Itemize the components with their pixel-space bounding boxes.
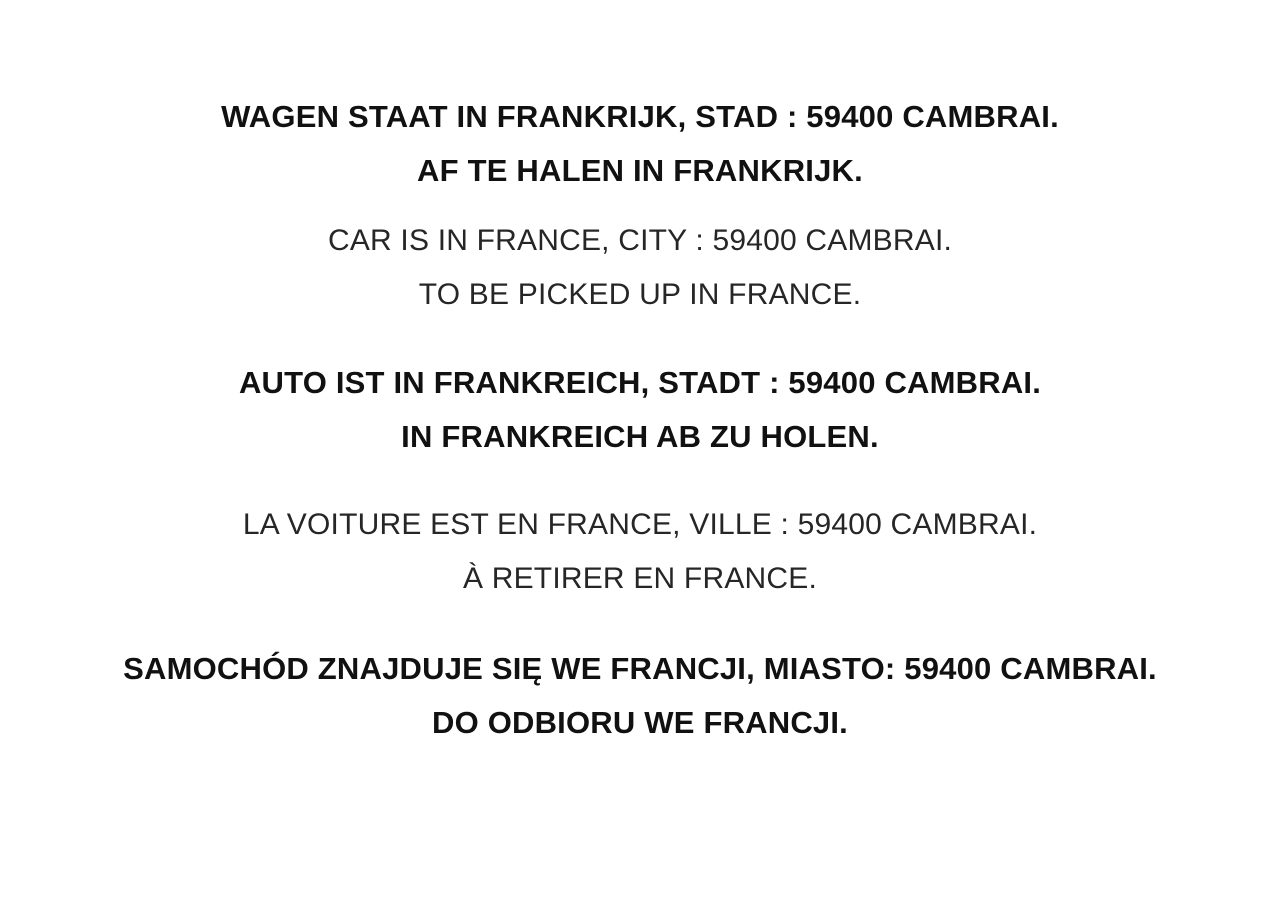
notice-block-german (60, 356, 1220, 464)
notice-line: CAR IS IN FRANCE, CITY : 59400 CAMBRAI. (327, 224, 953, 257)
notice-line: AUTO IST IN FRANKREICH, STADT : 59400 CAMBRAI. (238, 365, 1042, 400)
notice-line: IN FRANKREICH AB ZU HOLEN. (401, 419, 879, 454)
notice-line: SAMOCHÓD ZNAJDUJE SIĘ WE FRANCJI, MIASTO: 59400 CAMBRAI. (123, 651, 1157, 686)
notice-line: WAGEN STAAT IN FRANKRIJK, STAD : 59400 CAMBRAI. (221, 99, 1059, 134)
notice-block-dutch (60, 90, 1220, 198)
notice-line: AF TE HALEN IN FRANKRIJK. (417, 153, 863, 188)
notice-line: À RETIRER EN FRANCE. (462, 562, 818, 595)
notice-line: TO BE PICKED UP IN FRANCE. (418, 278, 862, 311)
notice-block-french (60, 498, 1220, 606)
notice-block-polish (60, 642, 1220, 750)
notice-block-english (60, 214, 1220, 322)
notice-line: DO ODBIORU WE FRANCJI. (431, 705, 848, 740)
notice-line: LA VOITURE EST EN FRANCE, VILLE : 59400 CAMBRAI. (242, 508, 1038, 541)
